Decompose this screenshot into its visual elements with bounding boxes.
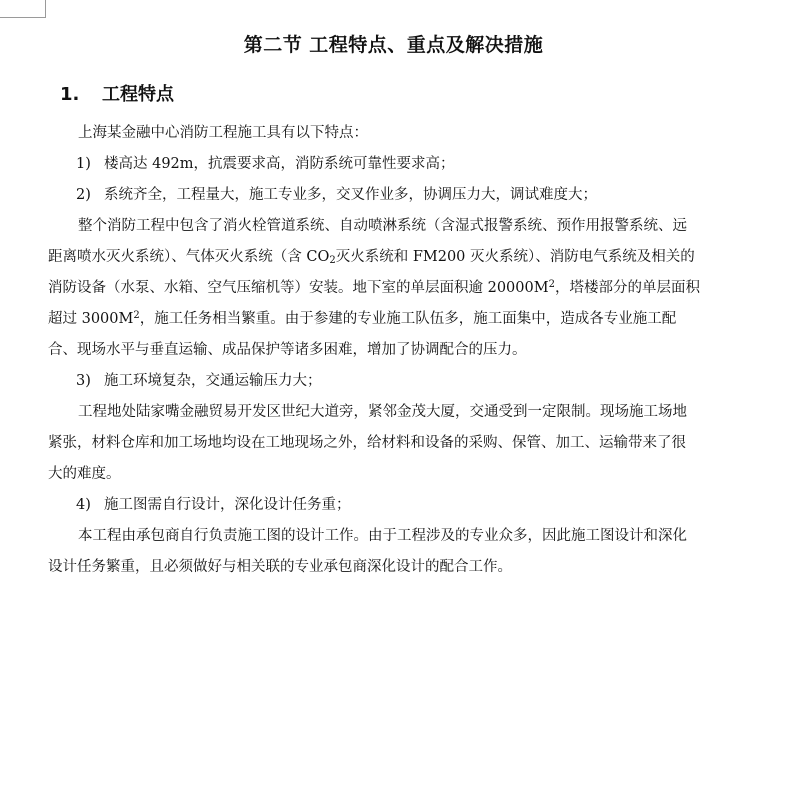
list-marker: 1) [76, 156, 91, 172]
page-title: 第二节 工程特点、重点及解决措施 [243, 34, 544, 56]
section-number: 1. [60, 84, 80, 105]
body-text [48, 118, 700, 583]
intro-paragraph: 上海某金融中心消防工程施工具有以下特点： [78, 125, 368, 141]
list-marker: 4) [76, 497, 91, 513]
list-item-3 [48, 366, 700, 397]
para2-part4: ，施工任务相当繁重。由于参建的专业施工队伍多，施工面集中，造成各专业施工配合、现场水平与垂直运输、成品保护等诸多困难，增加了协调配合的压力。 [48, 311, 677, 358]
list-marker: 3) [76, 373, 91, 389]
para2-part2: 灭火系统和 FM200 灭火系统）、消防电气系统及相关的消防设备（水泵、水箱、空气压缩机等）安装。地下室的单层面积逾 20000M [48, 249, 695, 296]
list-item-text: 施工图需自行设计，深化设计任务重； [104, 497, 351, 513]
para2-part1: 整个消防工程中包含了消火栓管道系统、自动喷淋系统（含湿式报警系统、预作用报警系统、远距离喷水灭火系统）、气体灭火系统（含 CO [48, 218, 687, 265]
list-item-text: 施工环境复杂，交通运输压力大； [104, 373, 322, 389]
co2-subscript: 2 [329, 255, 336, 266]
area-superscript: 2 [133, 310, 140, 321]
section-heading [60, 80, 174, 106]
paragraph-environment: 工程地处陆家嘴金融贸易开发区世纪大道旁，紧邻金茂大厦，交通受到一定限制。现场施工场地紧张，材料仓库和加工场地均设在工地现场之外，给材料和设备的采购、保管、加工、运输带来了很大的难度。 [48, 404, 687, 482]
list-item-2 [48, 180, 700, 211]
list-marker: 2) [76, 187, 91, 203]
list-item-text: 系统齐全，工程量大，施工专业多，交叉作业多，协调压力大，调试难度大； [104, 187, 597, 203]
paragraph-systems [48, 211, 700, 366]
para2-part3: ，塔楼部分的单层面积超过 3000M [48, 280, 700, 327]
area-superscript: 2 [548, 279, 555, 290]
list-item-1 [48, 149, 700, 180]
section-title: 工程特点 [102, 84, 174, 105]
list-item-4 [48, 490, 700, 521]
paragraph-design: 本工程由承包商自行负责施工图的设计工作。由于工程涉及的专业众多，因此施工图设计和深化设计任务繁重，且必须做好与相关联的专业承包商深化设计的配合工作。 [48, 528, 687, 575]
list-item-text: 楼高达 492m，抗震要求高，消防系统可靠性要求高； [104, 156, 455, 172]
